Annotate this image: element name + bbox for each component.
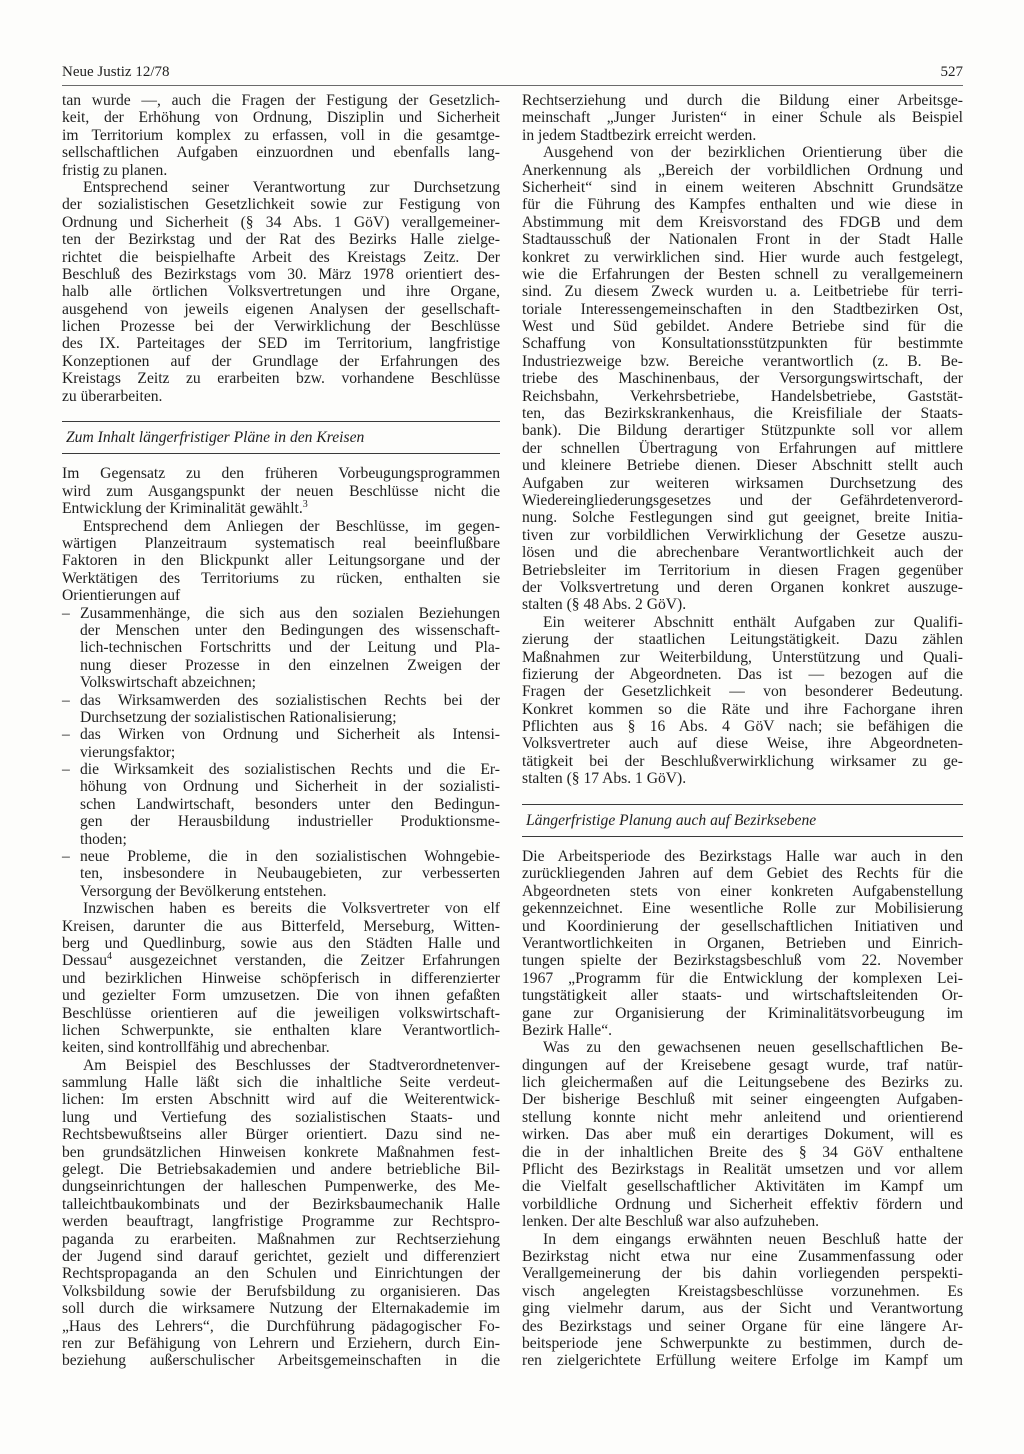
page-number: 527 <box>940 64 963 80</box>
text-line: Beschluß des Bezirkstags vom 30. März 1978 orientiert des- <box>62 265 500 283</box>
text-line: Entsprechend dem Anliegen der Beschlüsse, im gegen- <box>83 517 500 535</box>
text-line: Bezirkstag nicht etwa nur eine Zusammenfassung oder <box>522 1248 963 1265</box>
text-line: Sicherheit“ sind in einem weiteren Abschnitt Grundsätze <box>522 178 963 196</box>
text-line: triebe des Maschinenbaus, der Versorgungswirtschaft, der <box>522 370 963 388</box>
text-line: gen der Herausbildung industrieller Produktionsme- <box>80 813 500 831</box>
text-line: ausgehend von jeweils eigenen Analysen der gesellschaft- <box>62 300 500 318</box>
text-line: bank). Die Bildung derartiger Stützpunkte soll vor allem <box>522 422 963 440</box>
paragraph <box>62 900 500 1057</box>
text-line: Rechtspropaganda an den Schulen und Einrichtungen der <box>62 1265 500 1283</box>
paragraph <box>522 92 963 144</box>
text-line: keiten, sind kontrollfähig und abrechenbar. <box>62 1039 330 1057</box>
text-line: Was zu den gewachsenen neuen gesellschaftlichen Be- <box>543 1039 963 1057</box>
text-line: Bezirk Halle“. <box>522 1021 613 1039</box>
text-line: das Wirken von Ordnung und Sicherheit als Intensi- – <box>62 726 500 744</box>
text-line: „Haus des Lehrers“, die Durchführung pädagogischer Fo- <box>62 1317 500 1335</box>
text-line: Pflicht des Bezirkstags in Realität umsetzen und vor allem <box>522 1161 963 1179</box>
text-line: Versorgung der Bevölkerung entstehen. <box>80 882 327 900</box>
text-line: paganda zu erarbeiten. Maßnahmen zur Rechtserziehung <box>62 1230 500 1248</box>
text-line: 1967 „Programm für die Entwicklung der komplexen Lei- <box>522 969 963 987</box>
paragraph <box>522 144 963 614</box>
text-line: Am Beispiel des Beschlusses der Stadtverordnetenver- <box>83 1056 500 1074</box>
text-line: ten der Bezirkstag und der Rat des Bezirks Halle zielge- <box>62 231 500 249</box>
text-line: Werktätigen des Territoriums zu rücken, enthalten sie <box>62 569 500 587</box>
text-line: dingungen auf der Kreisebene gesagt wurde, traf natür- <box>522 1056 963 1074</box>
paragraph <box>62 518 500 605</box>
text-segment: Entwicklung der Kriminalität gewählt. <box>62 500 303 518</box>
text-line: thoden; <box>80 830 127 848</box>
text-line: lich-technischen Fortschritts und der Leitung und Pla- <box>80 639 500 657</box>
text-line: vorbildliche Ordnung und Sicherheit effektiv fördern und <box>522 1195 963 1213</box>
text-line: wird zum Ausgangspunkt der neuen Beschlüsse nicht die <box>62 482 500 500</box>
text-line: gane zur Organisierung der Kriminalitätsvorbeugung im <box>522 1004 963 1022</box>
paragraph <box>62 1057 500 1370</box>
text-line: richtet die beispielhafte Arbeit des Kreistags Zeitz. Der <box>62 248 500 266</box>
text-line <box>62 952 500 969</box>
paragraph <box>522 614 963 788</box>
text-line: neue Probleme, die in den sozialistischen Wohngebie- – <box>62 848 500 866</box>
text-line: Ordnung und Sicherheit (§ 34 Abs. 1 GöV) verallgemeiner- <box>62 213 500 231</box>
text-line: Zusammenhänge, die sich aus den sozialen Beziehungen – <box>62 604 500 622</box>
text-line: vierungsfaktor; <box>80 743 176 761</box>
text-line: keit, der Erhöhung von Ordnung, Disziplin und Sicherheit <box>62 109 500 127</box>
text-line: zurückliegenden Jahren auf dem Gebiet des Rechts für die <box>522 865 963 883</box>
text-line: ren zielgerichtete Erfüllung weitere Erfolge im Kampf um <box>522 1352 963 1370</box>
text-line: Faktoren in den Blickpunkt aller Leitungsorgane und der <box>62 552 500 570</box>
text-line: ten, das Bezirkskrankenhaus, die Kreisfiliale der Staats- <box>522 405 963 423</box>
list-bullet: – <box>62 604 70 622</box>
section-heading: Zum Inhalt längerfristiger Pläne in den Kreisen <box>62 421 500 454</box>
text-line: Inzwischen haben es bereits die Volksvertreter von elf <box>83 900 500 918</box>
list-item <box>62 761 500 848</box>
text-line: die in der inhaltlichen Breite des § 34 GöV enthaltene <box>522 1143 963 1161</box>
text-line: In dem eingangs erwähnten neuen Beschluß hatte der <box>543 1230 963 1248</box>
list-item <box>62 848 500 900</box>
dash-list <box>62 605 500 901</box>
text-line: in jedem Stadtbezirk erreicht werden. <box>522 126 757 144</box>
text-line: sind. Zu diesem Zweck wurden u. a. Leitbetriebe für terri- <box>522 283 963 301</box>
text-line: tungen spielte der Bezirkstagsbeschluß vom 22. November <box>522 952 963 970</box>
text-line: der Menschen unter den Bedingungen des wissenschaft- <box>80 621 500 639</box>
text-line: zierung der staatlichen Leitungstätigkeit. Dazu zählen <box>522 631 963 649</box>
text-line: tiven zur vorbildlichen Verwirklichung der Gesetze auszu- <box>522 526 963 544</box>
text-line: und kleinere Betriebe dienen. Dieser Abschnitt stellt auch <box>522 457 963 475</box>
text-line: Volkswirtschaft abzeichnen; <box>80 674 256 692</box>
text-line: Pflichten aus § 16 Abs. 4 GöV nach; sie befähigen die <box>522 718 963 736</box>
text-line: visch angelegten Kreistagsbeschlüsse vorzunehmen. Es <box>522 1282 963 1300</box>
text-line: Aufgaben zur weiteren wirksamen Durchsetzung des <box>522 474 963 492</box>
text-line: schen Landwirtschaft, besonders unter den Bedingun- <box>80 795 500 813</box>
text-line: Im Gegensatz zu den früheren Vorbeugungsprogrammen <box>62 465 500 483</box>
text-line: der Jugend sind darauf gerichtet, gezielt und differenziert <box>62 1248 500 1265</box>
text-line: tungstätigkeit aller staats- und wirtschaftsleitenden Or- <box>522 987 963 1005</box>
text-line: Schaffung von Konsultationsstützpunkten für bestimmte <box>522 335 963 353</box>
text-line: stalten (§ 48 Abs. 2 GöV). <box>522 596 687 614</box>
text-line: beziehung außerschulischer Arbeitsgemeinschaften in die <box>62 1352 500 1370</box>
paragraph <box>522 848 963 1039</box>
text-line: lösen und die abrechenbare Verantwortlichkeit auch der <box>522 544 963 562</box>
text-line: konkret zu verwirklichen sind. Hier wurde auch festgelegt, <box>522 248 963 266</box>
list-item <box>62 692 500 727</box>
journal-title: Neue Justiz 12/78 <box>62 64 170 80</box>
left-column <box>62 92 500 1370</box>
paragraph <box>62 179 500 405</box>
text-line: Kreistags Zeitz zu erarbeiten bzw. vorhandene Beschlüsse <box>62 370 500 388</box>
text-line: Volksvertreter auch auf diese Weise, ihre Abgeordneten- <box>522 735 963 753</box>
text-line: tan wurde —, auch die Fragen der Festigung der Gesetzlich- <box>62 92 500 109</box>
text-line: stalten (§ 17 Abs. 1 GöV). <box>522 770 687 788</box>
text-line: Durchsetzung der sozialistischen Rationalisierung; <box>80 708 397 726</box>
text-line: Konzeptionen auf der Grundlage der Erfahrungen des <box>62 352 500 370</box>
text-line: berg und Quedlinburg, sowie aus den Städten Halle und <box>62 934 500 952</box>
text-line: ten, insbesondere in Neubaugebieten, zur verbesserten <box>80 865 500 883</box>
text-line: im Territorium komplex zu erfassen, voll in die gesamtge- <box>62 126 500 144</box>
text-line: sellschaftlichen Aufgaben einzuordnen und ebenfalls lang- <box>62 144 500 162</box>
text-line: Ausgehend von der bezirklichen Orientierung über die <box>543 144 963 162</box>
text-line: lung und Vertiefung des sozialistischen Staats- und <box>62 1108 500 1126</box>
text-line: talleichtbaukombinats und der Bezirksbaumechanik Halle <box>62 1195 500 1213</box>
text-line: soll durch die wirksamere Nutzung der Elternakademie im <box>62 1300 500 1318</box>
text-line: nung dieser Prozesse in den einzelnen Zweigen der <box>80 656 500 674</box>
text-segment: Dessau <box>62 952 108 970</box>
section-heading: Längerfristige Planung auch auf Bezirksebene <box>522 804 963 837</box>
right-column <box>522 92 963 1370</box>
text-line: zu überarbeiten. <box>62 387 163 405</box>
text-line: Kreisen, darunter die aus Bitterfeld, Merseburg, Witten- <box>62 917 500 935</box>
text-line: des Bezirkstags und seiner Organe für eine längere Ar- <box>522 1317 963 1335</box>
text-line: für die Führung des Kampfes enthalten und wie diese in <box>522 196 963 214</box>
text-line: Maßnahmen zur Weiterbildung, Unterstützung und Quali- <box>522 648 963 666</box>
text-line: lichen Schwerpunkte, sie enthalten klare Verantwortlich- <box>62 1021 500 1039</box>
text-line: gelegt. Die Betriebsakademien und andere betriebliche Bil- <box>62 1161 500 1179</box>
header-rule <box>62 85 963 86</box>
text-line: ren zur Befähigung von Lehrern und Erziehern, durch Ein- <box>62 1334 500 1352</box>
list-bullet: – <box>62 726 70 744</box>
text-line: tätigkeit bei der Beschlußverwirklichung wirksamer zu ge- <box>522 752 963 770</box>
text-line: toriale Interessengemeinschaften in den Stadtbezirken Ost, <box>522 300 963 318</box>
list-bullet: – <box>62 691 70 709</box>
text-line: wirken. Das aber muß ein derartiges Dokument, will es <box>522 1126 963 1144</box>
text-line: sammlung Halle läßt sich die inhaltliche Seite verdeut- <box>62 1074 500 1092</box>
text-line: nung. Solche Festlegungen sind gut geeignet, breite Initia- <box>522 509 963 527</box>
footnote-marker: 3 <box>302 499 308 511</box>
text-line: Wiedereingliederungsgesetzes und der Gefährdetenverord- <box>522 491 963 509</box>
text-line: Beschlüsse orientieren auf die jeweiligen volkswirtschaft- <box>62 1004 500 1022</box>
text-line: Verantwortlichkeiten in Organen, Betrieben und Einrich- <box>522 934 963 952</box>
text-line: lich gleichermaßen auf die Leitungsebene des Bezirks zu. <box>522 1074 963 1092</box>
text-line: Orientierungen auf <box>62 587 181 605</box>
text-line: halb alle örtlichen Volksvertretungen und ihre Organe, <box>62 283 500 301</box>
text-line: Entsprechend seiner Verantwortung zur Durchsetzung <box>83 178 500 196</box>
text-line: und bezirklichen Hinweise schöpferisch in differenzierter <box>62 969 500 987</box>
text-line: Stadtausschuß der Nationalen Front in der Stadt Halle <box>522 231 963 249</box>
text-line: die Wirksamkeit des sozialistischen Rechts und die Er- – <box>62 761 500 779</box>
text-line: Fragen der Gesetzlichkeit — von besonderer Bedeutung. <box>522 683 963 701</box>
text-line: Abstimmung mit dem Kreisvorstand des FDGB und dem <box>522 213 963 231</box>
text-line: Der bisherige Beschluß mit seiner eingeengten Aufgaben- <box>522 1091 963 1109</box>
text-line: der sozialistischen Gesetzlichkeit sowie zur Festigung von <box>62 196 500 214</box>
text-line: Rechtsbewußtseins aller Bürger orientiert. Dazu sind ne- <box>62 1126 500 1144</box>
list-item <box>62 605 500 692</box>
list-item <box>62 726 500 761</box>
text-line: Abgeordneten stets von einer konkreten Aufgabenstellung <box>522 882 963 900</box>
text-line <box>62 500 500 517</box>
text-line: wie die Erfahrungen der Besten schnell zu verallgemeinern <box>522 265 963 283</box>
paragraph <box>522 1231 963 1370</box>
paragraph <box>522 1039 963 1230</box>
text-line: lichen: Im ersten Abschnitt wird auf die Weiterentwick- <box>62 1091 500 1109</box>
text-line: Anerkennung als „Bereich der vorbildlichen Ordnung und <box>522 161 963 179</box>
text-line: West und Süd gebildet. Andere Betriebe sind für die <box>522 318 963 336</box>
text-line: Konkret kommen so die Räte und ihre Fachorgane ihren <box>522 700 963 718</box>
text-line: lichen Prozesse bei der Verwirklichung der Beschlüsse <box>62 318 500 336</box>
text-line: stellung konnte nicht mehr anleitend und orientierend <box>522 1108 963 1126</box>
text-line: werden beauftragt, langfristige Programme zur Rechtspro- <box>62 1213 500 1231</box>
footnote-marker: 4 <box>107 951 113 963</box>
text-line: fizierung der Abgeordneten. Das ist — bezogen auf die <box>522 665 963 683</box>
text-line: Reichsbahn, Verkehrsbetriebe, Handelsbetriebe, Gaststät- <box>522 387 963 405</box>
text-line: höhung von Ordnung und Sicherheit in der sozialisti- <box>80 778 500 796</box>
text-line: ging vielmehr darum, aus der Sicht und Verantwortung <box>522 1300 963 1318</box>
text-line: der schnellen Übertragung von Erfahrungen auf mittlere <box>522 439 963 457</box>
text-segment: ausgezeichnet verstanden, die Zeitzer Erfahrungen <box>112 952 500 970</box>
text-line: des IX. Parteitages der SED im Territorium, langfristige <box>62 335 500 353</box>
list-bullet: – <box>62 848 70 866</box>
text-line: Industriezweige bzw. Bereiche verantwortlich (z. B. Be- <box>522 352 963 370</box>
text-line: Ein weiterer Abschnitt enthält Aufgaben zur Qualifi- <box>543 613 963 631</box>
text-line: das Wirksamwerden des sozialistischen Rechts bei der – <box>62 691 500 709</box>
text-line: Rechtserziehung und durch die Bildung einer Arbeitsge- <box>522 92 963 109</box>
list-bullet: – <box>62 761 70 779</box>
running-header <box>62 62 963 82</box>
text-line: gekennzeichnet. Eine wesentliche Rolle zur Mobilisierung <box>522 900 963 918</box>
text-line: und gezielter Form umzusetzen. Die von ihnen gefaßten <box>62 987 500 1005</box>
text-line: dungseinrichtungen der halleschen Pumpenwerke, des Me- <box>62 1178 500 1196</box>
text-line: Die Arbeitsperiode des Bezirkstags Halle war auch in den <box>522 848 963 866</box>
text-line: und Koordinierung der gesellschaftlichen Initiativen und <box>522 917 963 935</box>
text-line: beitsperiode jene Schwerpunkte zu bestimmen, durch de- <box>522 1334 963 1352</box>
text-line: Volksbildung sowie der Berufsbildung zu organisieren. Das <box>62 1282 500 1300</box>
text-line: fristig zu planen. <box>62 161 168 179</box>
text-line: wärtigen Planzeitraum systematisch real beeinflußbare <box>62 534 500 552</box>
text-line: ben grundsätzlichen Hinweisen konkrete Maßnahmen fest- <box>62 1143 500 1161</box>
paragraph <box>62 92 500 179</box>
text-line: der Volksvertretung und deren Organen konkret auszuge- <box>522 578 963 596</box>
text-line: Verallgemeinerung der bis dahin vorliegenden perspekti- <box>522 1265 963 1283</box>
text-line: die Vielfalt gesellschaftlicher Aktivitäten im Kampf um <box>522 1178 963 1196</box>
text-line: Betriebsleiter im Territorium in diesen Fragen gegenüber <box>522 561 963 579</box>
text-line: lenken. Der alte Beschluß war also aufzuheben. <box>522 1213 820 1231</box>
paragraph <box>62 465 500 517</box>
text-line: meinschaft „Junger Juristen“ in einer Schule als Beispiel <box>522 109 963 127</box>
